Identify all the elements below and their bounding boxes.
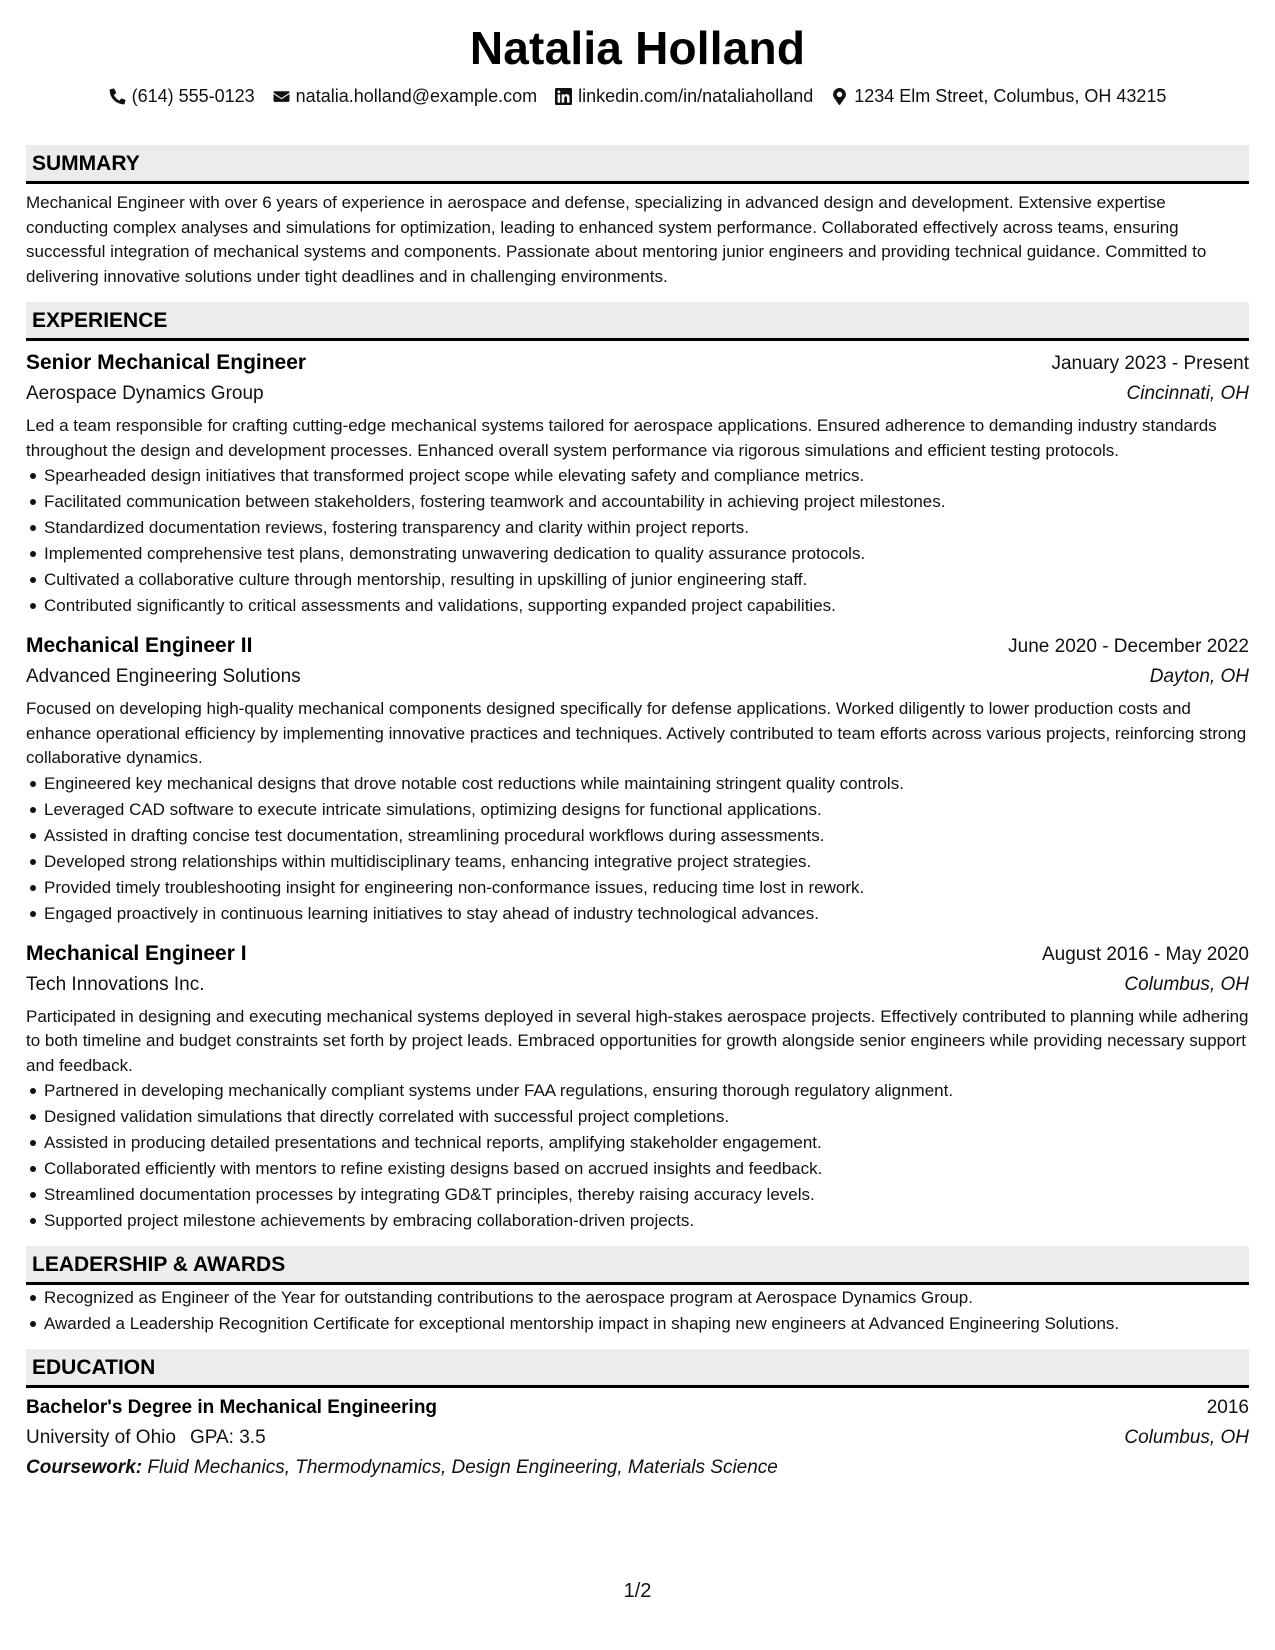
company-name: Aerospace Dynamics Group (26, 383, 264, 404)
contact-linkedin[interactable] (555, 86, 813, 107)
list-item: Assisted in producing detailed presentations and technical reports, amplifying stakeholder engagement. (44, 1130, 1249, 1156)
degree-title: Bachelor's Degree in Mechanical Engineering (26, 1397, 438, 1418)
job-entry (26, 939, 1249, 1235)
job-entry (26, 631, 1249, 927)
list-item: Engaged proactively in continuous learning initiatives to stay ahead of industry technological advances. (44, 901, 1249, 927)
resume-page (26, 0, 1249, 1483)
list-item: Partnered in developing mechanically compliant systems under FAA regulations, ensuring thorough regulatory alignment. (44, 1078, 1249, 1104)
job-dates: June 2020 - December 2022 (1008, 636, 1249, 657)
list-item: Engineered key mechanical designs that drove notable cost reductions while maintaining stringent quality controls. (44, 771, 1249, 797)
company-name: Advanced Engineering Solutions (26, 666, 301, 687)
job-location: Dayton, OH (1149, 666, 1249, 687)
phone-text: (614) 555-0123 (131, 85, 255, 106)
envelope-icon (273, 88, 290, 105)
school-line (26, 1423, 266, 1452)
gpa: GPA: 3.5 (189, 1427, 266, 1448)
list-item: Spearheaded design initiatives that transformed project scope while elevating safety and compliance metrics. (44, 463, 1249, 489)
job-description: Led a team responsible for crafting cutting-edge mechanical systems tailored for aerospace applications. Ensured adherence to demanding industry standards throughout the design and development processes. Enhanced overall system performance via rigorous simulations and efficient testing protocols. (26, 416, 1217, 460)
leadership-heading: LEADERSHIP & AWARDS (26, 1246, 1249, 1285)
coursework-line (26, 1453, 1249, 1483)
job-description: Focused on developing high-quality mechanical components designed specifically for defense applications. Worked diligently to lower production costs and enhance operational efficiency by implementing innovative practices and techniques. Actively contributed to team efforts across various projects, reinforcing strong collaborative dynamics. (26, 699, 1247, 767)
list-item: Recognized as Engineer of the Year for outstanding contributions to the aerospace program at Aerospace Dynamics Group. (44, 1285, 1249, 1311)
linkedin-link[interactable]: linkedin.com/in/nataliaholland (578, 85, 814, 106)
list-item: Assisted in drafting concise test documentation, streamlining procedural workflows during assessments. (44, 823, 1249, 849)
job-dates: August 2016 - May 2020 (1041, 943, 1249, 965)
job-location: Cincinnati, OH (1126, 383, 1249, 404)
list-item: Supported project milestone achievements by embracing collaboration-driven projects. (44, 1208, 1249, 1234)
job-title: Mechanical Engineer I (26, 941, 247, 965)
job-dates: January 2023 - Present (1051, 353, 1249, 374)
job-location: Columbus, OH (1124, 973, 1249, 995)
coursework-list: Fluid Mechanics, Thermodynamics, Design Engineering, Materials Science (147, 1457, 778, 1478)
phone-icon (109, 88, 126, 105)
contact-address (831, 86, 1166, 107)
list-item: Implemented comprehensive test plans, demonstrating unwavering dedication to quality assurance protocols. (44, 541, 1249, 567)
job-description: Participated in designing and executing mechanical systems deployed in several high-stakes aerospace projects. Effectively contributed to planning while adhering to both timeline and budget constraints set forth by project leads. Embraced opportunities for growth alongside senior engineers while providing necessary support and feedback. (26, 1006, 1249, 1075)
contact-bar (26, 84, 1249, 108)
list-item: Developed strong relationships within multidisciplinary teams, enhancing integrative project strategies. (44, 849, 1249, 875)
candidate-name: Natalia Holland (469, 22, 806, 74)
list-item: Awarded a Leadership Recognition Certificate for exceptional mentorship impact in shaping new engineers at Advanced Engineering Solutions. (44, 1311, 1249, 1337)
summary-heading: SUMMARY (26, 145, 1249, 184)
list-item: Leveraged CAD software to execute intricate simulations, optimizing designs for functional applications. (44, 797, 1249, 823)
list-item: Standardized documentation reviews, fostering transparency and clarity within project reports. (44, 515, 1249, 541)
list-item: Contributed significantly to critical assessments and validations, supporting expanded project capabilities. (44, 593, 1249, 619)
job-bullets (26, 463, 1249, 619)
list-item: Streamlined documentation processes by integrating GD&T principles, thereby raising accuracy levels. (44, 1182, 1249, 1208)
experience-heading: EXPERIENCE (26, 302, 1249, 341)
address-text: 1234 Elm Street, Columbus, OH 43215 (854, 85, 1167, 106)
job-entry (26, 348, 1249, 619)
list-item: Collaborated efficiently with mentors to refine existing designs based on accrued insights and feedback. (44, 1156, 1249, 1182)
linkedin-icon (555, 88, 572, 105)
school-name: University of Ohio (26, 1427, 176, 1448)
company-name: Tech Innovations Inc. (26, 973, 205, 995)
education-entry (26, 1393, 1249, 1483)
coursework-label: Coursework: (26, 1457, 143, 1478)
education-heading: EDUCATION (26, 1349, 1249, 1388)
job-bullets (26, 1078, 1249, 1234)
school-location: Columbus, OH (1124, 1427, 1249, 1448)
list-item: Cultivated a collaborative culture through mentorship, resulting in upskilling of junior engineering staff. (44, 567, 1249, 593)
page-number: 1/2 (623, 1580, 652, 1602)
job-title: Mechanical Engineer II (26, 634, 253, 657)
leadership-list (26, 1285, 1249, 1337)
contact-phone (109, 86, 255, 107)
email-link[interactable]: natalia.holland@example.com (295, 85, 538, 106)
summary-text: Mechanical Engineer with over 6 years of experience in aerospace and defense, specializing in advanced design and development. Extensive expertise conducting complex analyses and simulations for optimization, leading to enhanced system performance. Collaborated effectively across teams, ensuring successful integration of mechanical systems and components. Passionate about mentoring junior engineers and providing technical guidance. Committed to delivering innovative solutions under tight deadlines and in challenging environments. (26, 193, 1207, 286)
job-bullets (26, 771, 1249, 927)
graduation-year: 2016 (1206, 1397, 1249, 1418)
job-title: Senior Mechanical Engineer (26, 351, 307, 374)
list-item: Facilitated communication between stakeholders, fostering teamwork and accountability in achieving project milestones. (44, 489, 1249, 515)
contact-email[interactable] (273, 86, 537, 107)
list-item: Designed validation simulations that directly correlated with successful project completions. (44, 1104, 1249, 1130)
list-item: Provided timely troubleshooting insight for engineering non-conformance issues, reducing time lost in rework. (44, 875, 1249, 901)
map-marker-icon (831, 88, 848, 105)
